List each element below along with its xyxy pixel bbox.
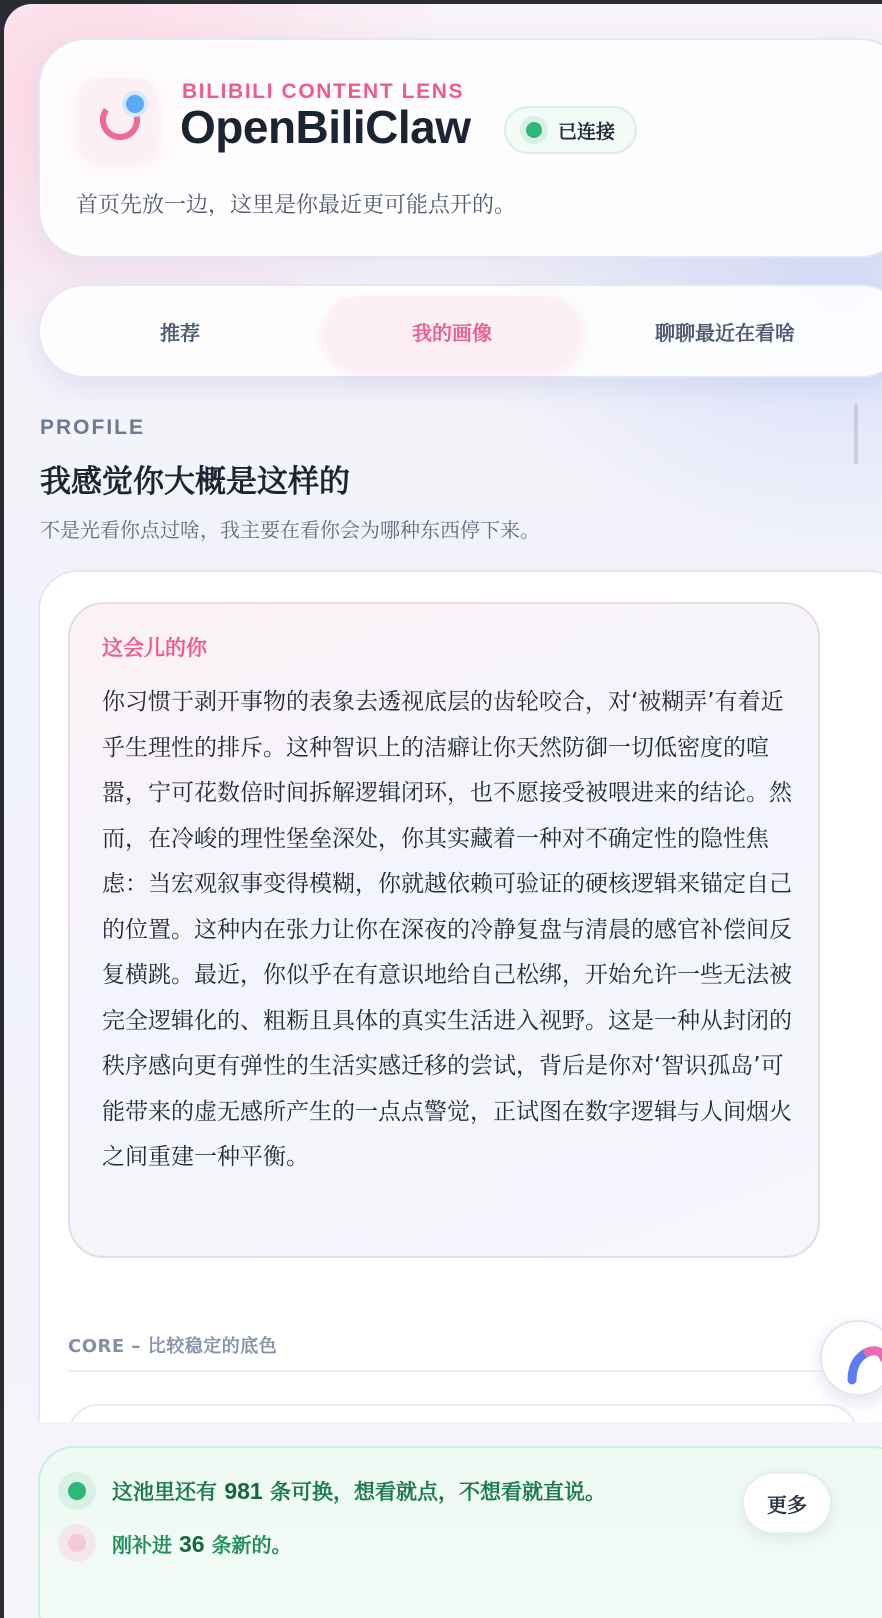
current-self-label: 这会儿的你	[102, 636, 207, 660]
profile-subtitle: 不是光看你点过啥，我主要在看你会为哪种东西停下来。	[40, 518, 540, 542]
pool-remaining-row	[58, 1472, 606, 1510]
current-self-text: 你习惯于剥开事物的表象去透视底层的齿轮咬合，对‘被糊弄’有着近乎生理性的排斥。这种智识上的洁癖让你天然防御一切低密度的喧嚣，宁可花数倍时间拆解逻辑闭环，也不愿接受被喂进来的结论。然而，在冷峻的理性堡垒深处，你其实藏着一种对不确定性的隐性焦虑：当宏观叙事变得模糊，你就越依赖可验证的硬核逻辑来锚定自己的位置。这种内在张力让你在深夜的冷静复盘与清晨的感官补偿间反复横跳。最近，你似乎在有意识地给自己松绑，开始允许一些无法被完全逻辑化的、粗粝且具体的真实生活进入视野。这是一种从封闭的秩序感向更有弹性的生活实感迁移的尝试，背后是你对‘智识孤岛’可能带来的虚无感所产生的一点点警觉，正试图在数字逻辑与人间烟火之间重建一种平衡。	[102, 689, 792, 1170]
core-section-label: CORE – 比较稳定的底色	[68, 1336, 278, 1357]
header-subtitle: 首页先放一边，这里是你最近更可能点开的。	[76, 193, 517, 218]
profile-title: 我感觉你大概是这样的	[40, 464, 350, 500]
more-button[interactable]: 更多	[742, 1472, 832, 1534]
app-eyebrow: BILIBILI CONTENT LENS	[182, 80, 465, 103]
connection-status-badge	[504, 106, 637, 154]
pool-new-row	[58, 1524, 292, 1562]
tab-my-profile[interactable]: 我的画像	[324, 296, 580, 366]
scrollbar[interactable]	[854, 404, 858, 464]
tab-chat-recent[interactable]: 聊聊最近在看啥	[655, 320, 795, 345]
tab-recommend[interactable]: 推荐	[160, 320, 200, 345]
current-self-box	[68, 602, 820, 1258]
connection-status-label: 已连接	[558, 120, 616, 143]
green-dot-icon	[58, 1472, 96, 1510]
pink-dot-icon	[58, 1524, 96, 1562]
core-divider	[68, 1370, 858, 1372]
connected-dot-icon	[520, 116, 548, 144]
app-window	[4, 4, 882, 1618]
pool-remaining-text: 这池里还有 981 条可换，想看就点，不想看就直说。	[112, 1478, 606, 1504]
pool-status-banner	[38, 1446, 882, 1618]
pool-new-text: 刚补进 36 条新的。	[112, 1530, 292, 1557]
pool-remaining-count: 981	[224, 1478, 263, 1504]
ring-logo-icon	[78, 78, 158, 158]
app-title: OpenBiliClaw	[180, 101, 471, 153]
assistant-float-button[interactable]	[820, 1320, 882, 1396]
assistant-icon	[822, 1322, 882, 1398]
main-tabs	[38, 284, 882, 378]
profile-card	[38, 570, 882, 1490]
header-card	[38, 38, 882, 258]
profile-eyebrow: PROFILE	[40, 416, 146, 439]
pool-new-count: 36	[178, 1530, 205, 1557]
